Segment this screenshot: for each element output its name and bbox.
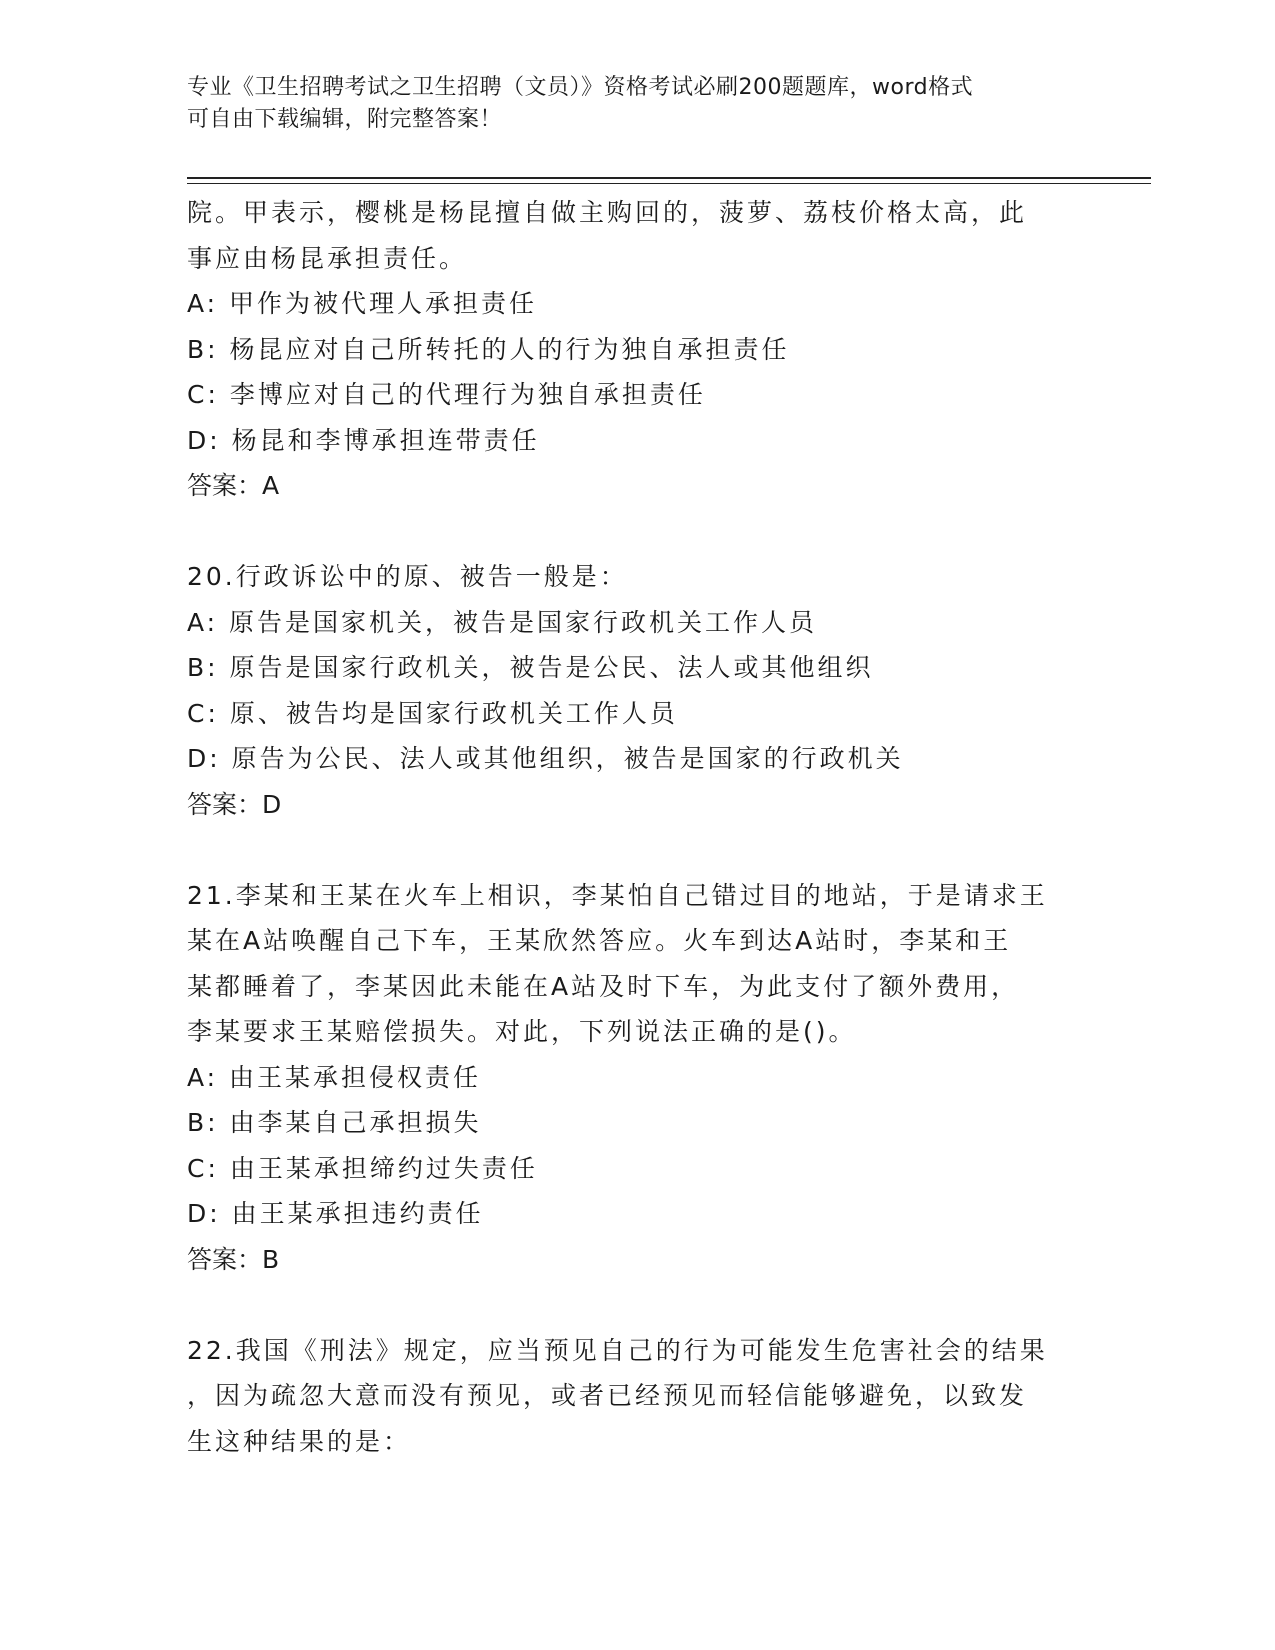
question-text-line: 事应由杨昆承担责任。 — [187, 243, 468, 273]
question-text-line: 李某要求王某赔偿损失。对此，下列说法正确的是()。 — [187, 1017, 857, 1046]
option-a: A: 原告是国家机关，被告是国家行政机关工作人员 — [187, 607, 818, 637]
question-text-line: 生这种结果的是： — [187, 1426, 412, 1456]
option-b: B: 由李某自己承担损失 — [187, 1108, 482, 1137]
option-d: D: 由王某承担违约责任 — [187, 1199, 484, 1228]
question-text-line: 20.行政诉讼中的原、被告一般是： — [187, 562, 628, 591]
question-text-line: ，因为疏忽大意而没有预见，或者已经预见而轻信能够避免，以致发 — [187, 1381, 1028, 1410]
option-c: C: 由王某承担缔约过失责任 — [187, 1153, 538, 1183]
header-line: 可自由下载编辑，附完整答案！ — [187, 107, 503, 132]
question-text-line: 22.我国《刑法》规定，应当预见自己的行为可能发生危害社会的结果 — [187, 1335, 1048, 1365]
question-text-line: 21.李某和王某在火车上相识，李某怕自己错过目的地站，于是请求王 — [187, 880, 1048, 910]
spacer — [187, 509, 1087, 555]
option-a: A: 由王某承担侵权责任 — [187, 1062, 482, 1092]
question-text-line: 某在A站唤醒自己下车，王某欣然答应。火车到达A站时，李某和王 — [187, 926, 1012, 955]
spacer — [187, 827, 1087, 873]
spacer — [187, 1282, 1087, 1328]
option-b: B: 杨昆应对自己所转托的人的行为独自承担责任 — [187, 334, 790, 364]
header-divider-thin — [187, 183, 1151, 184]
option-c: C: 李博应对自己的代理行为独自承担责任 — [187, 380, 706, 409]
answer: 答案：D — [187, 789, 282, 819]
document-header — [187, 72, 1087, 136]
answer: 答案：A — [187, 471, 280, 500]
header-divider — [187, 177, 1151, 179]
option-c: C: 原、被告均是国家行政机关工作人员 — [187, 698, 678, 728]
question-text-line: 院。甲表示，樱桃是杨昆擅自做主购回的，菠萝、荔枝价格太高，此 — [187, 198, 1028, 227]
option-d: D: 杨昆和李博承担连带责任 — [187, 425, 540, 455]
document-body — [187, 190, 1087, 1464]
option-d: D: 原告为公民、法人或其他组织，被告是国家的行政机关 — [187, 744, 904, 773]
option-a: A: 甲作为被代理人承担责任 — [187, 289, 538, 318]
header-line: 专业《卫生招聘考试之卫生招聘（文员）》资格考试必刷200题题库，word格式 — [187, 75, 974, 100]
question-20 — [187, 554, 1087, 827]
question-21 — [187, 873, 1087, 1283]
question-19 — [187, 190, 1087, 509]
question-text-line: 某都睡着了，李某因此未能在A站及时下车，为此支付了额外费用， — [187, 971, 1020, 1001]
answer: 答案：B — [187, 1244, 280, 1274]
question-22 — [187, 1328, 1087, 1465]
option-b: B: 原告是国家行政机关，被告是公民、法人或其他组织 — [187, 653, 874, 682]
